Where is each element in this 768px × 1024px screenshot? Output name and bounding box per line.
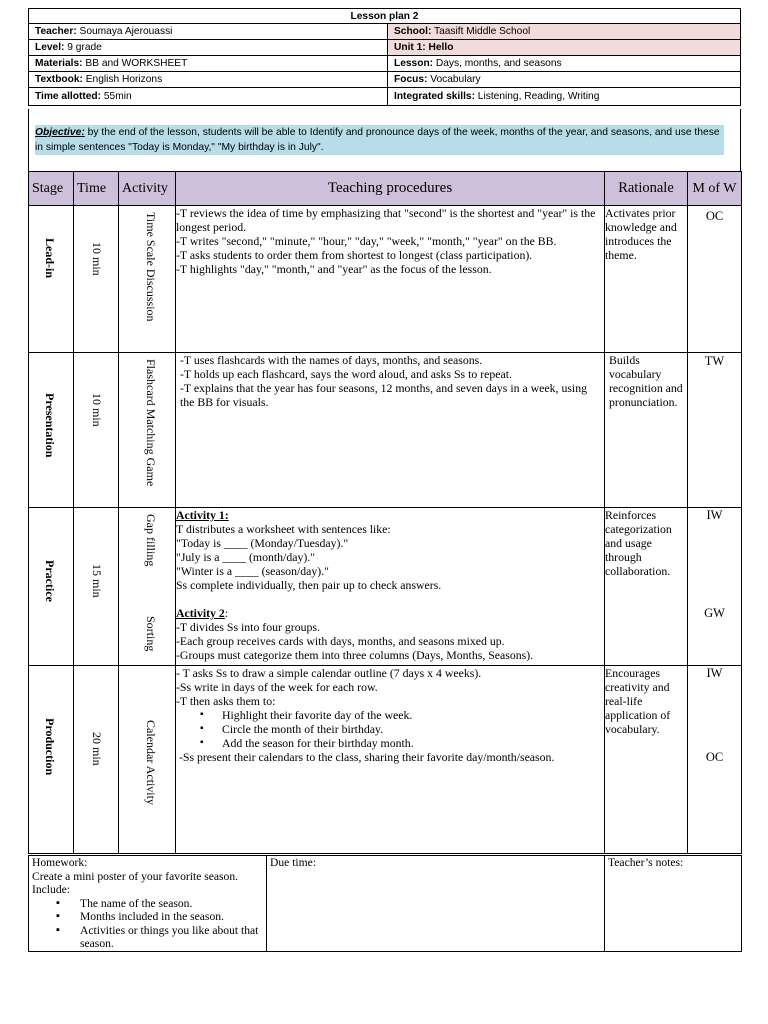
rationale-production: Encourages creativity and real-life application of vocabulary. <box>605 666 688 854</box>
due-time-cell: Due time: <box>267 856 605 952</box>
rationale-presentation: Builds vocabulary recognition and pronunciation. <box>605 353 688 508</box>
procedures-practice: Activity 1: T distributes a worksheet with sentences like: "Today is ____ (Monday/Tuesday)." "July is a ____ (month/day)." "Winter is a ____ (season/day)." Ss complete individually, then pair up to check answers. Activity 2: -T divides Ss into four groups. -Each group receives cards with days, months, and seasons mixed up. -Groups must categorize them into three columns (Days, Months, Seasons). <box>176 508 605 666</box>
teacher-cell: Teacher: Soumaya Ajerouassi <box>29 24 388 40</box>
footer-table <box>28 855 742 952</box>
list-item: ▪ Months included in the season. <box>32 910 266 924</box>
mow-presentation: TW <box>688 353 742 508</box>
production-bullet-list <box>176 708 604 750</box>
time-presentation: 10 min <box>74 353 119 508</box>
activity-presentation: Flashcard Matching Game <box>119 353 176 508</box>
activity-lead-in: Time Scale Discussion <box>119 206 176 353</box>
textbook-cell: Textbook: English Horizons <box>29 72 388 88</box>
header-mow: M of W <box>688 172 742 206</box>
list-item: ▪ The name of the season. <box>32 897 266 911</box>
table-row <box>29 508 742 666</box>
time-production: 20 min <box>74 666 119 854</box>
time-practice: 15 min <box>74 508 119 666</box>
table-row <box>29 353 742 508</box>
activity-gap-filling: Gap filling <box>144 514 158 567</box>
table-row <box>29 206 742 353</box>
mow-lead-in: OC <box>688 206 742 353</box>
header-stage: Stage <box>29 172 74 206</box>
integrated-skills-cell: Integrated skills: Listening, Reading, Writing <box>388 88 741 106</box>
unit-cell: Unit 1: Hello <box>388 40 741 56</box>
list-item: ▪ Add the season for their birthday month. <box>176 736 604 750</box>
mow-production: IW OC <box>688 666 742 854</box>
procedures-table <box>28 171 742 854</box>
stage-production: Production <box>29 666 74 854</box>
stage-presentation: Presentation <box>29 353 74 508</box>
activity-practice <box>119 508 176 666</box>
procedures-presentation: -T uses flashcards with the names of days, months, and seasons. -T holds up each flashcard, says the word aloud, and asks Ss to repeat. -T explains that the year has four seasons, 12 months, and seven days in a week, using the BB for visuals. <box>176 353 605 508</box>
rationale-lead-in: Activates prior knowledge and introduces the theme. <box>605 206 688 353</box>
time-allotted-cell: Time allotted: 55min <box>29 88 388 106</box>
header-activity: Activity <box>119 172 176 206</box>
level-cell: Level: 9 grade <box>29 40 388 56</box>
stage-practice: Practice <box>29 508 74 666</box>
lesson-plan-title: Lesson plan 2 <box>29 9 741 24</box>
list-item: ▪ Circle the month of their birthday. <box>176 722 604 736</box>
stage-lead-in: Lead-in <box>29 206 74 353</box>
list-item: ▪ Activities or things you like about that season. <box>32 924 266 951</box>
activity-sorting: Sorting <box>144 616 158 652</box>
lesson-info-table <box>28 8 741 106</box>
school-cell: School: Taasift Middle School <box>388 24 741 40</box>
table-row <box>29 666 742 854</box>
rationale-practice: Reinforces categorization and usage through collaboration. <box>605 508 688 666</box>
time-lead-in: 10 min <box>74 206 119 353</box>
mow-practice: IW GW <box>688 508 742 666</box>
homework-list <box>32 897 266 951</box>
header-time: Time <box>74 172 119 206</box>
focus-cell: Focus: Vocabulary <box>388 72 741 88</box>
header-teaching-procedures: Teaching procedures <box>176 172 605 206</box>
lesson-cell: Lesson: Days, months, and seasons <box>388 56 741 72</box>
procedures-production: - T asks Ss to draw a simple calendar outline (7 days x 4 weeks). -Ss write in days of the week for each row. -T then asks them to: ▪ Highlight their favorite day of the week. ▪ Circle the month of their birthday. ▪ Add the season for their birthday month. -Ss present their calendars to the class, sharing their favorite day/month/season. <box>176 666 605 854</box>
header-rationale: Rationale <box>605 172 688 206</box>
procedures-lead-in: -T reviews the idea of time by emphasizing that "second" is the shortest and "year" is the longest period. -T writes "second," "minute," "hour," "day," "week," "month," "year" on the BB. -T asks students to order them from shortest to longest (class participation). -T highlights "day," "month," and "year" as the focus of the lesson. <box>176 206 605 353</box>
list-item: ▪ Highlight their favorite day of the week. <box>176 708 604 722</box>
materials-cell: Materials: BB and WORKSHEET <box>29 56 388 72</box>
objective-text: Objective: by the end of the lesson, students will be able to Identify and pronounce days of the week, months of the year, and seasons, and use these in simple sentences "Today is Monday," "My birthday is in July". <box>35 125 724 155</box>
activity-production: Calendar Activity <box>119 666 176 854</box>
homework-cell: Homework: Create a mini poster of your favorite season. Include: ▪ The name of the season. ▪ Months included in the season. ▪ Activities or things you like about that season. <box>29 856 267 952</box>
teachers-notes-cell: Teacher’s notes: <box>605 856 742 952</box>
